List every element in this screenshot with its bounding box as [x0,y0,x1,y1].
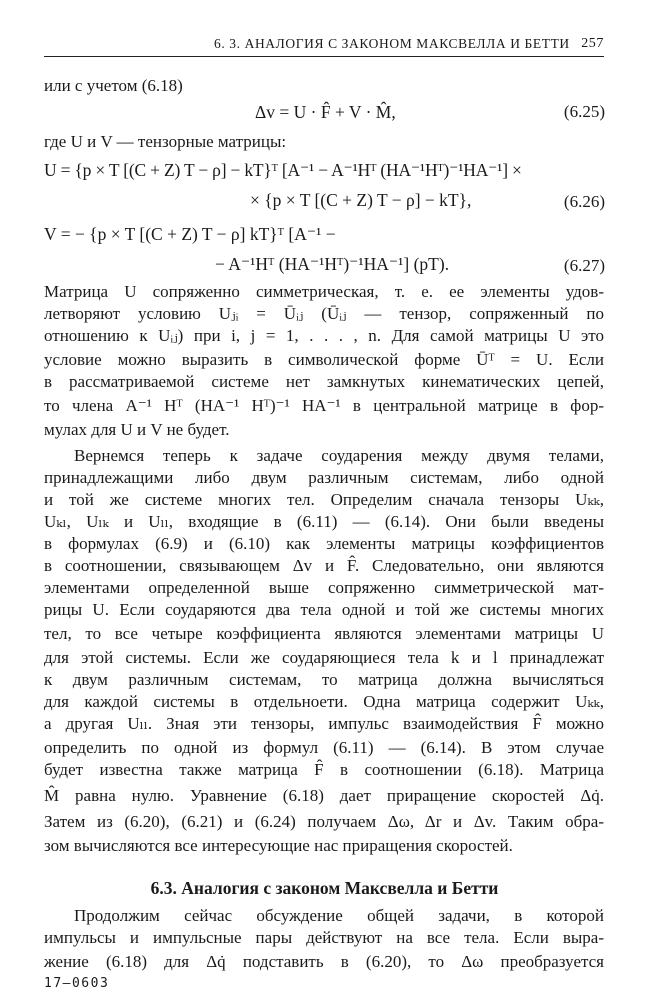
paragraph1-line: мулах для U и V не будет. [44,420,230,439]
equation-number-6-26: (6.26) [563,192,605,211]
equation-6-27-line1: V = − {p × T [(C + Z) T − ρ] kT}ᵀ [A⁻¹ − [44,224,336,244]
paragraph2-line: в формулах (6.9) и (6.10) как элементы матрицы коэффициентов [44,534,604,553]
equation-6-26-line2: × {p × T [(C + Z) T − ρ] − kT}, [250,190,472,210]
paragraph1-line: отношению к Uᵢⱼ) при i, j = 1, . . . , n. Для самой матрицы U это [44,326,604,345]
paragraph2-line: для этой системы. Если же соударяющиеся тела k и l принадлежат [44,648,604,667]
paragraph1-line: условие можно выразить в символической форме Ūᵀ = U. Если [44,350,604,369]
paragraph2-line: тел, то все четыре коэффициента являются элементами матрицы U [44,624,604,643]
paragraph1-line: летворяют условию Uⱼᵢ = Ūᵢⱼ (Ūᵢⱼ — тензор, сопряженный по [44,304,604,323]
where-line: где U и V — тензорные матрицы: [44,132,287,151]
paragraph2-line: и той же системе многих тел. Определим сначала тензоры Uₖₖ, [44,490,604,509]
paragraph1-line: то члена A⁻¹ Hᵀ (HA⁻¹ Hᵀ)⁻¹ HA⁻¹ в центральной матрице в фор- [44,396,604,415]
running-title: 6. 3. АНАЛОГИЯ С ЗАКОНОМ МАКСВЕЛЛА И БЕТТИ [214,36,570,51]
paragraph2-line: принадлежащими либо двум различным системам, либо одной [44,468,604,487]
paragraph3-line: жение (6.18) для Δq̇ подставить в (6.20), то Δω преобразуется [44,952,604,971]
paragraph3-line: Продолжим сейчас обсуждение общей задачи, в которой [74,906,604,925]
paragraph2-line: в соотношении, связывающем Δv и F̂. Следовательно, они являются [44,556,604,575]
equation-number-6-27: (6.27) [563,256,605,275]
paragraph1-line: в рассматриваемой системе нет замкнутых кинематических цепей, [44,372,604,391]
paragraph2-line: элементами определенной выше сопряженно симметрической мат- [44,578,604,597]
equation-number-6-25: (6.25) [563,102,605,121]
paragraph2-line: Затем из (6.20), (6.21) и (6.24) получаем Δω, Δr и Δv. Таким обра- [44,812,604,831]
paragraph2-line: зом вычисляются все интересующие нас приращения скоростей. [44,836,513,855]
paragraph2-line: рицы U. Если соударяются два тела одной и той же системы многих [44,600,604,619]
equation-6-25: Δv = U · F̂ + V · M̂, [255,102,396,122]
section-heading: 6.3. Аналогия с законом Максвелла и Бетти [150,878,499,898]
paragraph2-line: а другая Uₗₗ. Зная эти тензоры, импульс взаимодействия F̂ можно [44,714,604,733]
running-header [44,36,604,57]
intro-line: или с учетом (6.18) [44,76,183,95]
paragraph2-line: к двум различным системам, то матрица должна вычисляться [44,670,604,689]
paragraph1-line: Матрица U сопряженно симметрическая, т. е. ее элементы удов- [44,282,604,301]
equation-6-26-line1: U = {p × T [(C + Z) T − ρ] − kT}ᵀ [A⁻¹ − A⁻¹Hᵀ (HA⁻¹Hᵀ)⁻¹HA⁻¹] × [44,160,522,180]
signature-mark: 17—0603 [44,976,110,991]
page-number: 257 [581,36,604,51]
paragraph2-line: будет известна также матрица F̂ в соотношении (6.18). Матрица [44,760,604,779]
paragraph2-line: M̂ равна нулю. Уравнение (6.18) дает приращение скоростей Δq̇. [44,786,604,805]
paragraph3-line: импульсы и импульсные пары действуют на все тела. Если выра- [44,928,604,947]
equation-6-27-line2: − A⁻¹Hᵀ (HA⁻¹Hᵀ)⁻¹HA⁻¹] (pT). [215,254,450,274]
paragraph2-line: Вернемся теперь к задаче соударения между двумя телами, [74,446,604,465]
paragraph2-line: для каждой системы в отдельноети. Одна матрица содержит Uₖₖ, [44,692,604,711]
paragraph2-line: Uₖₗ, Uₗₖ и Uₗₗ, входящие в (6.11) — (6.14). Они были введены [44,512,604,531]
paragraph2-line: определить по одной из формул (6.11) — (6.14). В этом случае [44,738,604,757]
